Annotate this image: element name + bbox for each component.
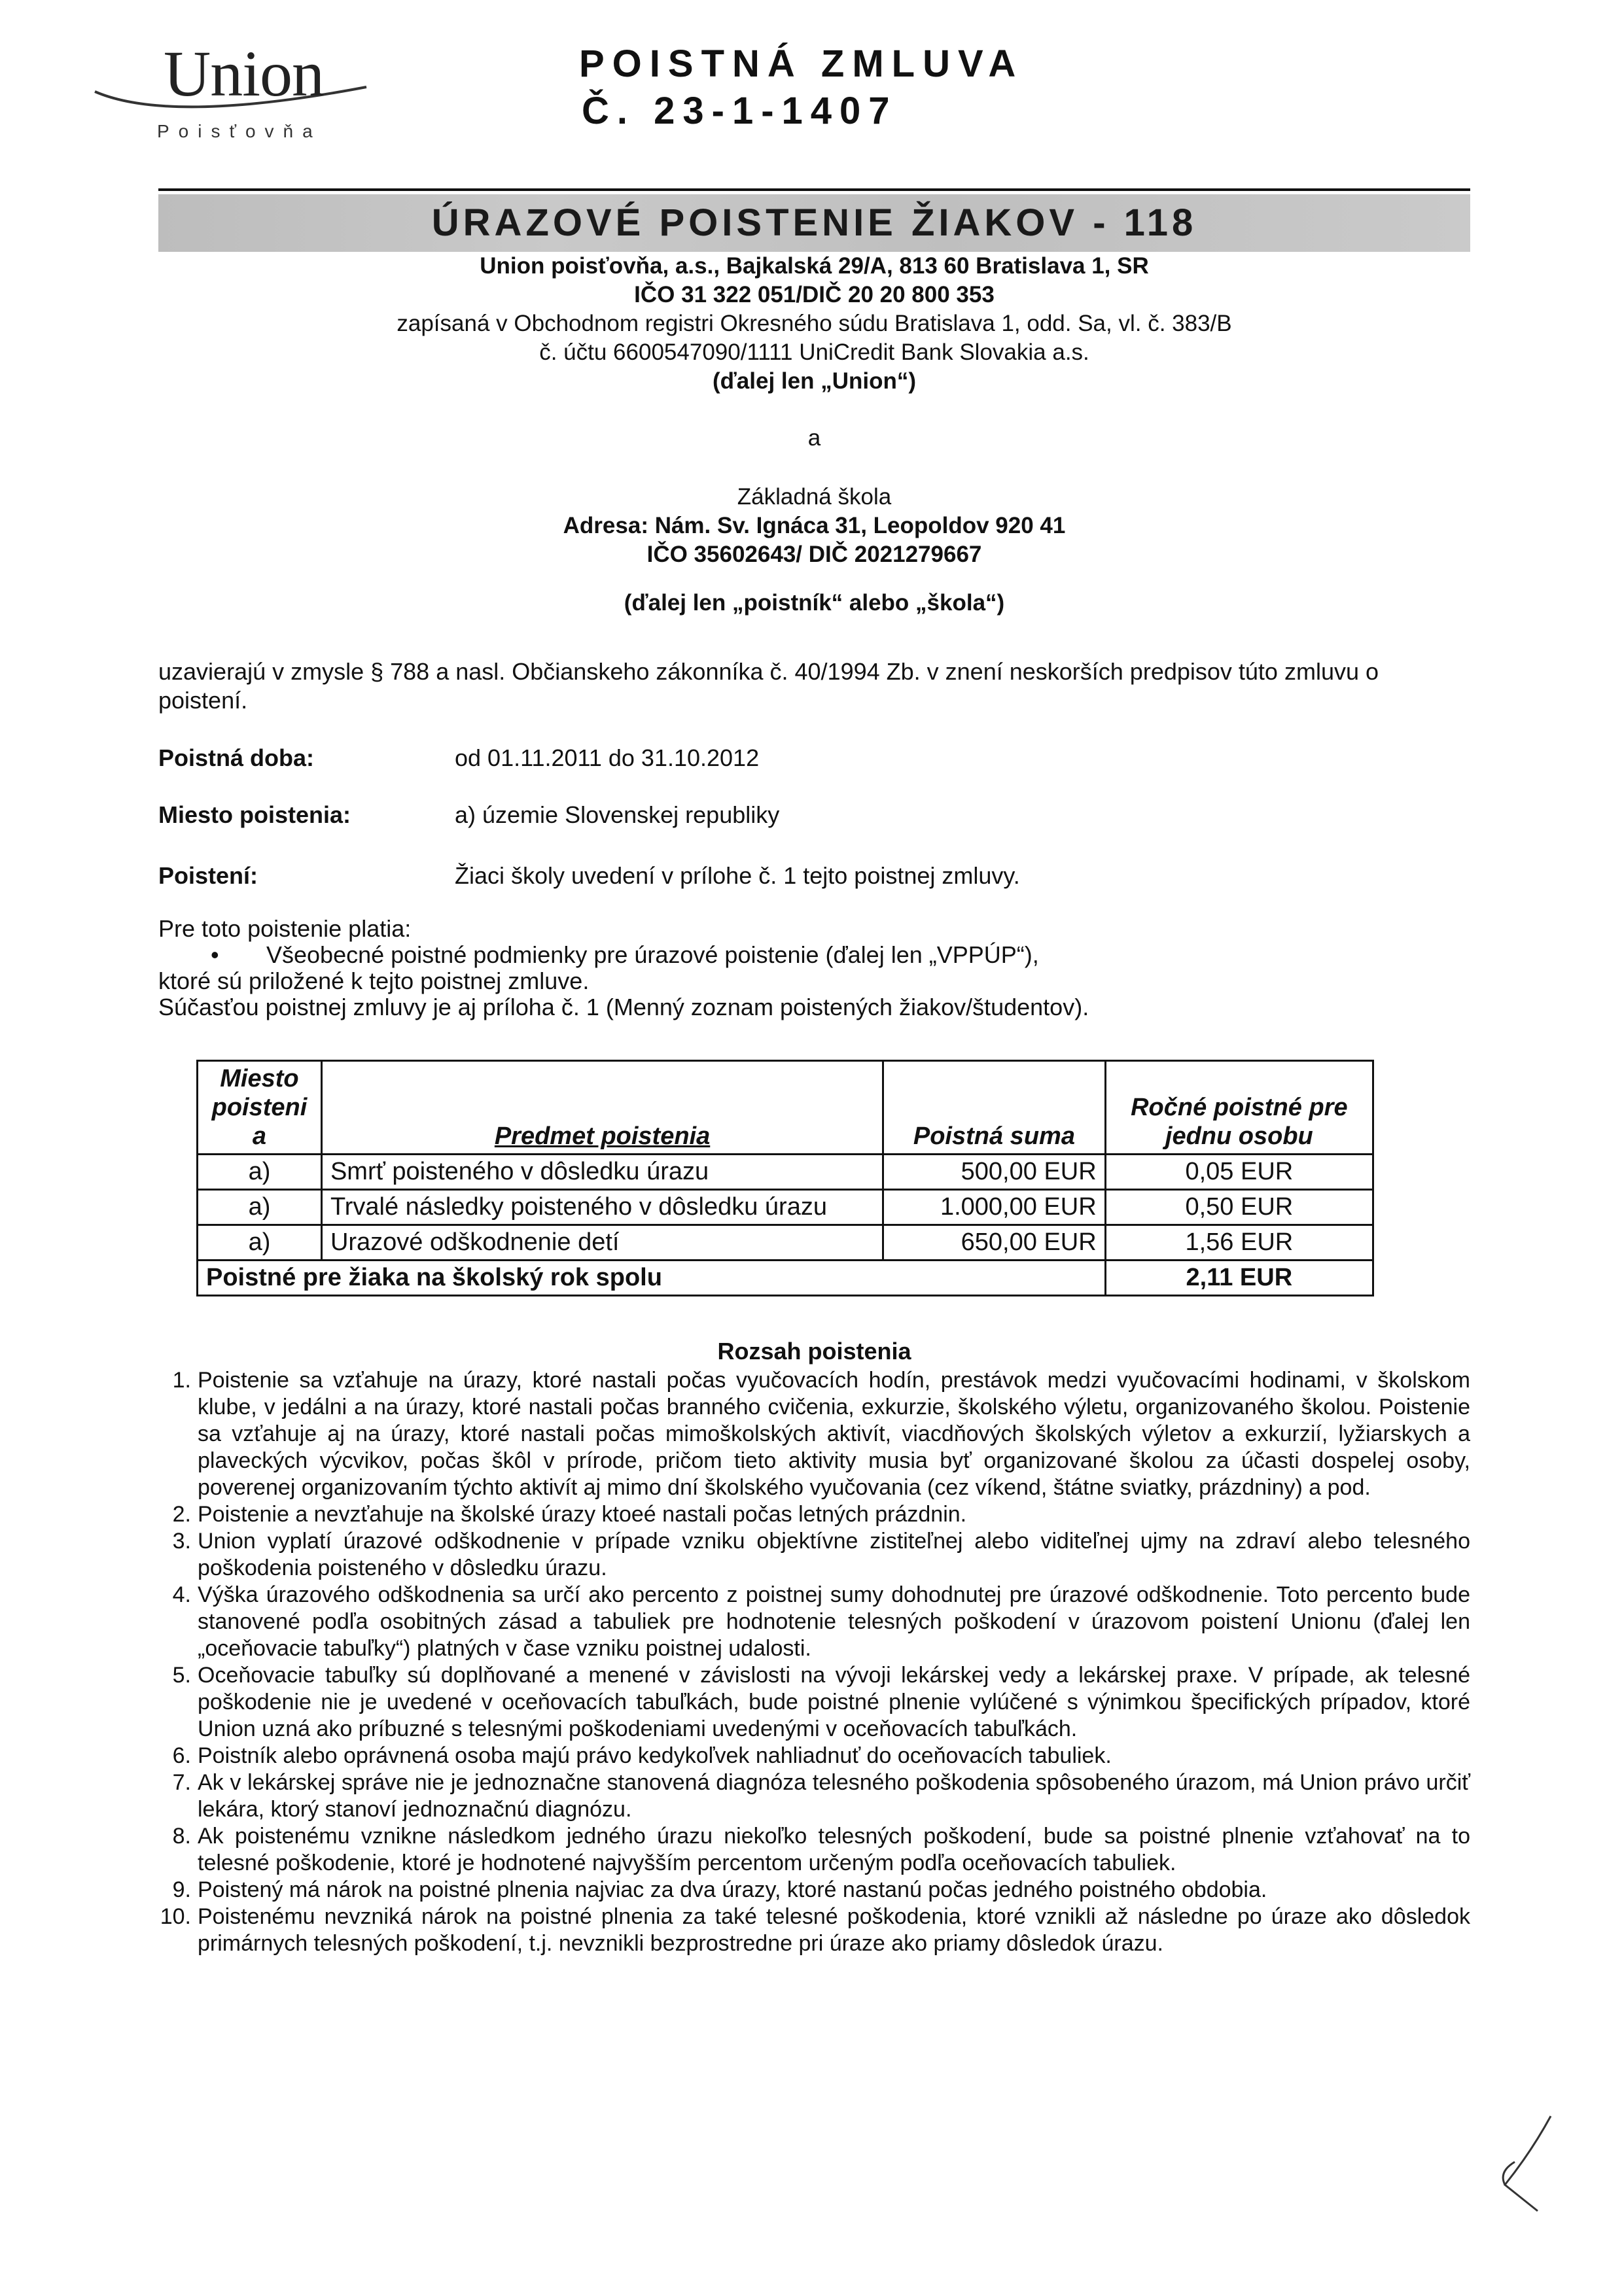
insurer-alias: (ďalej len „Union“) bbox=[712, 368, 916, 394]
list-item: 5. Oceňovacie tabuľky sú doplňované a menené v závislosti na vývoji lekárskej vedy a lekárskej praxe. V prípade, ak telesné poškodenie nie je uvedené v oceňovacích tabuľkách, bude poistné plnenie vylúčené s výnimkou špecifických prípadov, ktoré Union uzná ako príbuzné s telesnými poškodeniami uvedenými v oceňovacích tabuľkách. bbox=[172, 1663, 1470, 1741]
table-header-row bbox=[198, 1061, 1373, 1155]
total-label: Poistné pre žiaka na školský rok spolu bbox=[198, 1261, 1106, 1296]
cell-place: a) bbox=[198, 1225, 322, 1261]
product-banner: ÚRAZOVÉ POISTENIE ŽIAKOV - 118 bbox=[158, 194, 1470, 252]
field-label-insured: Poistení: bbox=[158, 862, 258, 889]
list-item: 10. Poistenému nevzniká nárok na poistné plnenia za také telesné poškodenia, ktoré vznikli až následne po úraze ako dôsledok primárnych telesných poškodení, t.j. nevznikli bezprostredne pri úraze ako priamy dôsledok úrazu. bbox=[160, 1904, 1470, 1956]
field-value-place: a) územie Slovenskej republiky bbox=[455, 801, 780, 828]
union-logo bbox=[92, 36, 380, 147]
conditions-intro: Pre toto poistenie platia: bbox=[158, 915, 412, 942]
list-item: 7. Ak v lekárskej správe nie je jednoznačne stanovená diagnóza telesného poškodenia spôsobeného úrazom, má Union právo určiť lekára, ktorý stanoví jednoznačnú diagnózu. bbox=[172, 1770, 1470, 1822]
list-item: 9. Poistený má nárok na poistné plnenia najviac za dva úrazy, ktoré nastanú počas jedného poistného obdobia. bbox=[172, 1877, 1267, 1902]
document-title bbox=[579, 41, 1023, 135]
insurer-account: č. účtu 6600547090/1111 UniCredit Bank Slovakia a.s. bbox=[539, 339, 1089, 365]
header-subject: Predmet poistenia bbox=[321, 1061, 883, 1155]
policyholder-block bbox=[158, 483, 1470, 617]
header-sum: Poistná suma bbox=[883, 1061, 1106, 1155]
list-item: 3. Union vyplatí úrazové odškodnenie v prípade vzniku objektívne zistiteľnej alebo viditeľnej ujmy na zdraví alebo telesného poškodenia poisteného v dôsledku úrazu. bbox=[172, 1529, 1470, 1580]
list-item: 4. Výška úrazového odškodnenia sa určí ako percento z poistnej sumy dohodnutej pre úrazové odškodnenie. Toto percento bude stanovené podľa osobitných zásad a tabuliek pre hodnotenie telesných poškodení v úrazovom poistení Unionu (ďalej len „oceňovacie tabuľky“) platných v čase vzniku poistnej udalosti. bbox=[172, 1582, 1470, 1661]
table-row bbox=[198, 1225, 1373, 1261]
logo-wordmark: Union bbox=[164, 37, 324, 110]
cell-sum: 650,00 EUR bbox=[883, 1225, 1106, 1261]
field-label-period: Poistná doba: bbox=[158, 744, 315, 771]
policyholder-address: Adresa: Nám. Sv. Ignáca 31, Leopoldov 920 41 bbox=[563, 513, 1066, 538]
list-item: 6. Poistník alebo oprávnená osoba majú právo kedykoľvek nahliadnuť do oceňovacích tabuliek. bbox=[172, 1743, 1112, 1768]
intro-paragraph: uzavierajú v zmysle § 788 a nasl. Občianskeho zákonníka č. 40/1994 Zb. v znení neskorších predpisov túto zmluvu o poistení. bbox=[158, 658, 1379, 714]
table-total-row bbox=[198, 1261, 1373, 1296]
insurer-name-address: Union poisťovňa, a.s., Bajkalská 29/A, 813 60 Bratislava 1, SR bbox=[480, 253, 1149, 279]
cell-premium: 0,50 EUR bbox=[1105, 1190, 1373, 1225]
conditions-annex: Súčasťou poistnej zmluvy je aj príloha č. 1 (Menný zoznam poistených žiakov/študentov). bbox=[158, 994, 1089, 1020]
header-rule bbox=[158, 188, 1470, 191]
cell-premium: 1,56 EUR bbox=[1105, 1225, 1373, 1261]
cell-sum: 1.000,00 EUR bbox=[883, 1190, 1106, 1225]
field-value-period: od 01.11.2011 do 31.10.2012 bbox=[455, 744, 760, 771]
list-item: 8. Ak poistenému vznikne následkom jedného úrazu niekoľko telesných poškodení, bude sa poistné plnenie vzťahovať na to telesné poškodenie, ktoré je hodnotené najvyšším percentom určeným podľa oceňovacích tabuliek. bbox=[172, 1824, 1470, 1875]
total-value: 2,11 EUR bbox=[1105, 1261, 1373, 1296]
table-row bbox=[198, 1190, 1373, 1225]
title-line-1: POISTNÁ ZMLUVA bbox=[579, 43, 1024, 85]
conditions-block bbox=[158, 916, 1470, 1020]
list-item: 2. Poistenie a nevzťahuje na školské úrazy ktoeé nastali počas letných prázdnin. bbox=[172, 1502, 967, 1527]
contract-number: Č. 23-1-1407 bbox=[582, 90, 898, 132]
cell-place: a) bbox=[198, 1190, 322, 1225]
coverage-table bbox=[196, 1060, 1374, 1296]
scope-title: Rozsah poistenia bbox=[717, 1338, 911, 1365]
field-value-insured: Žiaci školy uvedení v prílohe č. 1 tejto poistnej zmluvy. bbox=[455, 862, 1020, 889]
conjunction: a bbox=[807, 425, 821, 451]
list-item: 1. Poistenie sa vzťahuje na úrazy, ktoré nastali počas vyučovacích hodín, prestávok medzi vyučovacími hodinami, v školskom klube, v jedálni a na úrazy, ktoré nastali počas branného cvičenia, exkurzie, školského výletu, organizovaného školou. Poistenie sa vzťahuje aj na úrazy, ktoré nastali počas mimoškolských aktivít, viacdňových školských výletov a exkurzií, lyžiarskych a plaveckých výcvikov, počas škôl v prírode, pričom tieto aktivity musia byť organizované školou za účasti dospelej osoby, poverenej organizovaním týchto aktivít aj mimo dní školského vyučovania (cez víkend, štátne sviatky, prázdniny) a pod. bbox=[172, 1368, 1470, 1500]
field-label-place: Miesto poistenia: bbox=[158, 801, 351, 828]
scope-list bbox=[158, 1367, 1470, 1957]
cell-place: a) bbox=[198, 1155, 322, 1190]
policyholder-ids: IČO 35602643/ DIČ 2021279667 bbox=[646, 542, 982, 567]
cell-subject: Urazové odškodnenie detí bbox=[321, 1225, 883, 1261]
policyholder-alias: (ďalej len „poistník“ alebo „škola“) bbox=[624, 590, 1005, 616]
conditions-continuation: ktoré sú priložené k tejto poistnej zmluve. bbox=[158, 967, 590, 994]
header-premium: Ročné poistné pre jednu osobu bbox=[1105, 1061, 1373, 1155]
logo-subtitle: Poisťovňa bbox=[157, 121, 322, 141]
conditions-bullet: • Všeobecné poistné podmienky pre úrazové poistenie (ďalej len „VPPÚP“), bbox=[211, 941, 1039, 968]
cell-subject: Smrť poisteného v dôsledku úrazu bbox=[321, 1155, 883, 1190]
policyholder-name: Základná škola bbox=[737, 484, 892, 510]
cell-subject: Trvalé následky poisteného v dôsledku úrazu bbox=[321, 1190, 883, 1225]
cell-premium: 0,05 EUR bbox=[1105, 1155, 1373, 1190]
initials-signature-icon bbox=[1479, 2113, 1570, 2224]
cell-sum: 500,00 EUR bbox=[883, 1155, 1106, 1190]
insurer-registration: zapísaná v Obchodnom registri Okresného súdu Bratislava 1, odd. Sa, vl. č. 383/B bbox=[397, 311, 1232, 336]
insurer-ids: IČO 31 322 051/DIČ 20 20 800 353 bbox=[634, 282, 995, 307]
table-row bbox=[198, 1155, 1373, 1190]
header-place: Miesto poisteni a bbox=[198, 1061, 322, 1155]
bullet-icon: • bbox=[211, 941, 219, 968]
insurer-block bbox=[158, 252, 1470, 396]
